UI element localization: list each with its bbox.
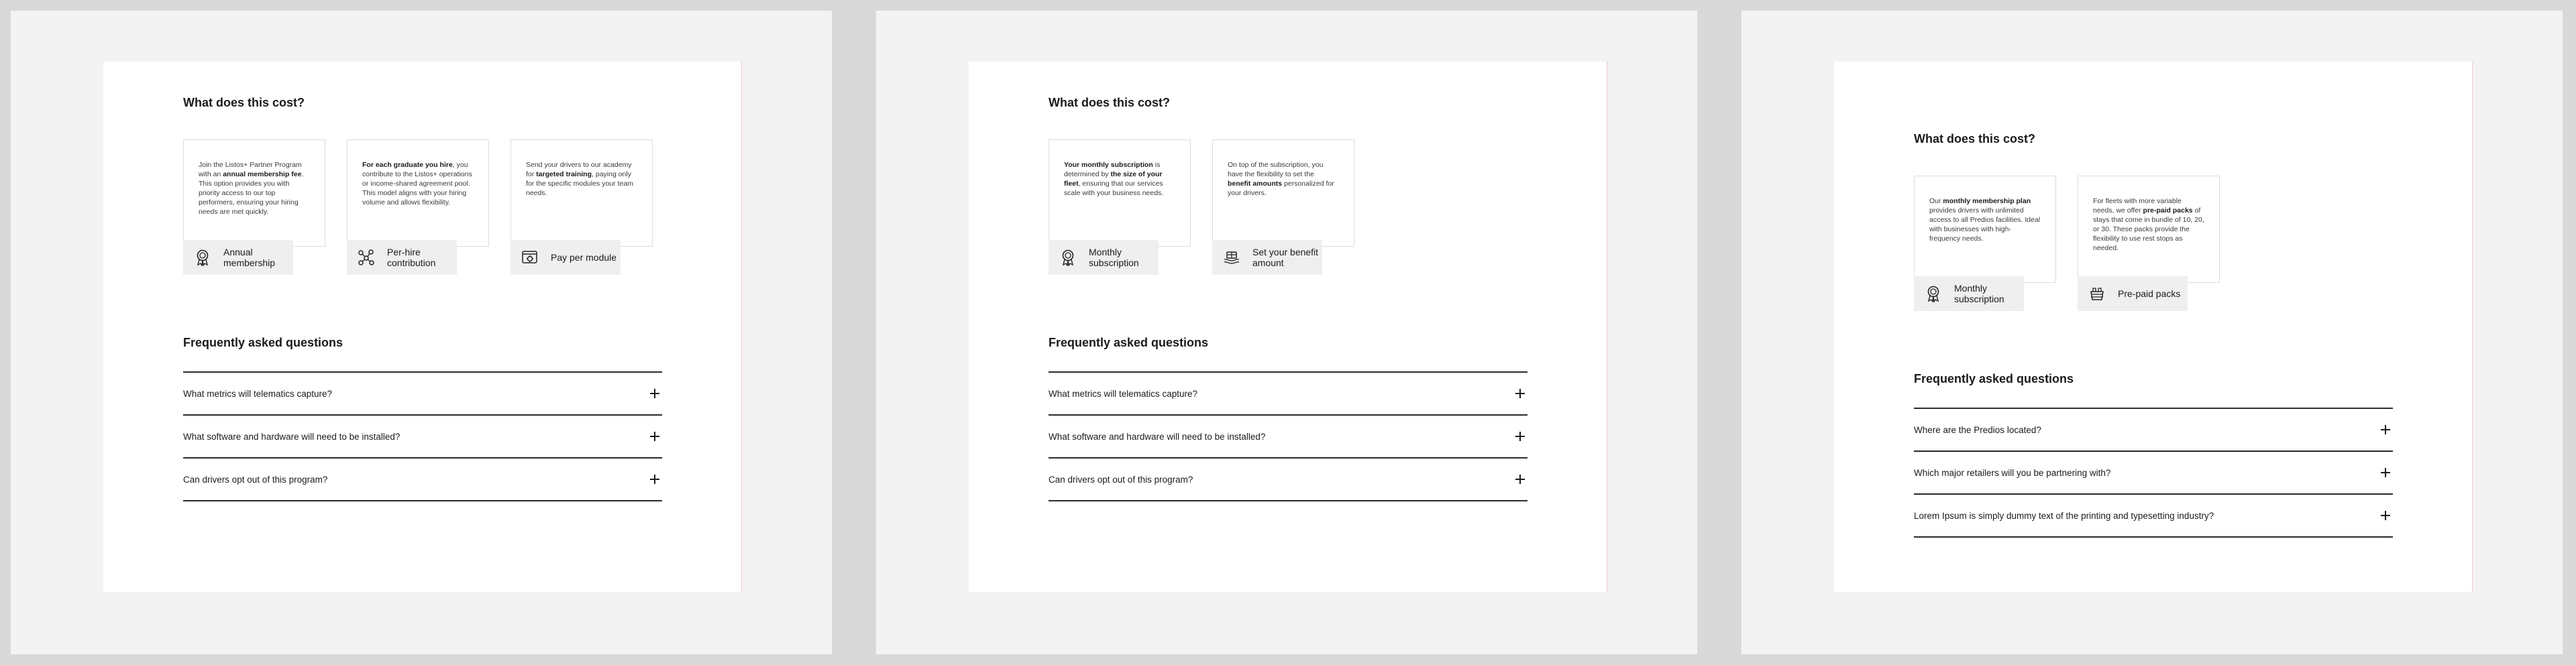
faq-question: Lorem Ipsum is simply dummy text of the printing and typesetting industry? bbox=[1914, 510, 2214, 521]
option-tag bbox=[511, 240, 621, 275]
faq-title: Frequently asked questions bbox=[1049, 336, 1209, 349]
award-ribbon-icon bbox=[194, 249, 211, 266]
option-description: Your monthly subscription is determined by the size of your fleet, ensuring that our services scale with your business needs. bbox=[1049, 139, 1191, 247]
faq-item[interactable] bbox=[183, 373, 662, 416]
faq-item[interactable] bbox=[183, 416, 662, 459]
pricing-title: What does this cost? bbox=[1914, 132, 2036, 145]
option-description: On top of the subscription, you have the flexibility to set the benefit amounts personalized for your drivers. bbox=[1212, 139, 1354, 247]
stack-packs-icon bbox=[2088, 285, 2106, 302]
plus-icon[interactable] bbox=[1515, 475, 1525, 484]
option-tag bbox=[183, 240, 293, 275]
plus-icon[interactable] bbox=[2381, 511, 2390, 520]
option-tag bbox=[1212, 240, 1322, 275]
pricing-option bbox=[1212, 139, 1356, 274]
option-description: For fleets with more variable needs, we offer pre-paid packs of stays that come in bundle of 10, 20, or 30. These packs provide the flexibility to use rest stops as needed. bbox=[2078, 176, 2220, 283]
network-nodes-icon bbox=[358, 249, 375, 266]
faq-question: Can drivers opt out of this program? bbox=[183, 474, 328, 485]
pricing-option bbox=[2078, 176, 2221, 310]
option-label: Set your benefit amount bbox=[1252, 247, 1319, 268]
option-tag bbox=[1914, 276, 2024, 311]
faq-question: What metrics will telematics capture? bbox=[1049, 388, 1198, 399]
option-tag bbox=[347, 240, 457, 275]
content-card bbox=[1834, 62, 2473, 592]
faq-item[interactable] bbox=[1914, 409, 2393, 452]
faq-item[interactable] bbox=[1049, 373, 1527, 416]
faq-question: Can drivers opt out of this program? bbox=[1049, 474, 1193, 485]
option-description: Join the Listos+ Partner Program with an annual membership fee. This option provides you with priority access to our top performers, ensuring your hiring needs are met quickly. bbox=[183, 139, 325, 247]
award-ribbon-icon bbox=[1059, 249, 1077, 266]
content-column bbox=[1914, 131, 2393, 538]
plus-icon[interactable] bbox=[2381, 425, 2390, 434]
content-column bbox=[1049, 95, 1527, 501]
faq-title: Frequently asked questions bbox=[1914, 372, 2074, 385]
plus-icon[interactable] bbox=[2381, 468, 2390, 477]
page-panel-1 bbox=[0, 0, 843, 665]
faq-list bbox=[183, 371, 662, 501]
browser-settings-icon bbox=[521, 249, 539, 266]
pricing-options bbox=[183, 139, 662, 274]
option-label: Monthly subscription bbox=[1089, 247, 1139, 268]
pricing-options bbox=[1914, 176, 2393, 310]
faq-list bbox=[1049, 371, 1527, 501]
content-column bbox=[183, 95, 662, 501]
page-panel-3 bbox=[1731, 0, 2573, 665]
faq-item[interactable] bbox=[183, 459, 662, 501]
option-label: Per-hire contribution bbox=[387, 247, 436, 268]
faq-item[interactable] bbox=[1914, 495, 2393, 538]
award-ribbon-icon bbox=[1925, 285, 1942, 302]
option-label: Pre-paid packs bbox=[2118, 288, 2181, 299]
pricing-title: What does this cost? bbox=[1049, 96, 1171, 109]
pricing-option bbox=[183, 139, 327, 274]
pricing-title: What does this cost? bbox=[183, 96, 305, 109]
option-label: Pay per module bbox=[551, 252, 617, 263]
option-tag bbox=[1049, 240, 1159, 275]
option-description: Send your drivers to our academy for targeted training, paying only for the specific modules your team needs. bbox=[511, 139, 653, 247]
option-description: For each graduate you hire, you contribute to the Listos+ operations or income-shared agreement pool. This model aligns with your hiring volume and allows flexibility. bbox=[347, 139, 489, 247]
faq-question: What software and hardware will need to be installed? bbox=[1049, 431, 1266, 442]
pricing-option bbox=[347, 139, 490, 274]
faq-list bbox=[1914, 408, 2393, 538]
gift-hands-icon bbox=[1223, 249, 1240, 266]
plus-icon[interactable] bbox=[650, 432, 659, 441]
faq-item[interactable] bbox=[1914, 452, 2393, 495]
pricing-option bbox=[1049, 139, 1192, 274]
pricing-options bbox=[1049, 139, 1527, 274]
faq-item[interactable] bbox=[1049, 416, 1527, 459]
faq-title: Frequently asked questions bbox=[183, 336, 343, 349]
pricing-option bbox=[1914, 176, 2057, 310]
faq-item[interactable] bbox=[1049, 459, 1527, 501]
pricing-option bbox=[511, 139, 654, 274]
plus-icon[interactable] bbox=[650, 475, 659, 484]
faq-question: Where are the Predios located? bbox=[1914, 424, 2041, 435]
faq-question: What software and hardware will need to be installed? bbox=[183, 431, 400, 442]
plus-icon[interactable] bbox=[1515, 432, 1525, 441]
option-description: Our monthly membership plan provides drivers with unlimited access to all Predios facilities. Ideal with businesses with high-frequency needs. bbox=[1914, 176, 2056, 283]
content-card bbox=[969, 62, 1607, 592]
option-tag bbox=[2078, 276, 2188, 311]
page-panel-2 bbox=[865, 0, 1708, 665]
option-label: Monthly subscription bbox=[1954, 283, 2004, 304]
option-label: Annual membership bbox=[223, 247, 276, 268]
faq-question: Which major retailers will you be partnering with? bbox=[1914, 467, 2111, 478]
plus-icon[interactable] bbox=[650, 389, 659, 398]
faq-question: What metrics will telematics capture? bbox=[183, 388, 333, 399]
content-card bbox=[103, 62, 742, 592]
plus-icon[interactable] bbox=[1515, 389, 1525, 398]
